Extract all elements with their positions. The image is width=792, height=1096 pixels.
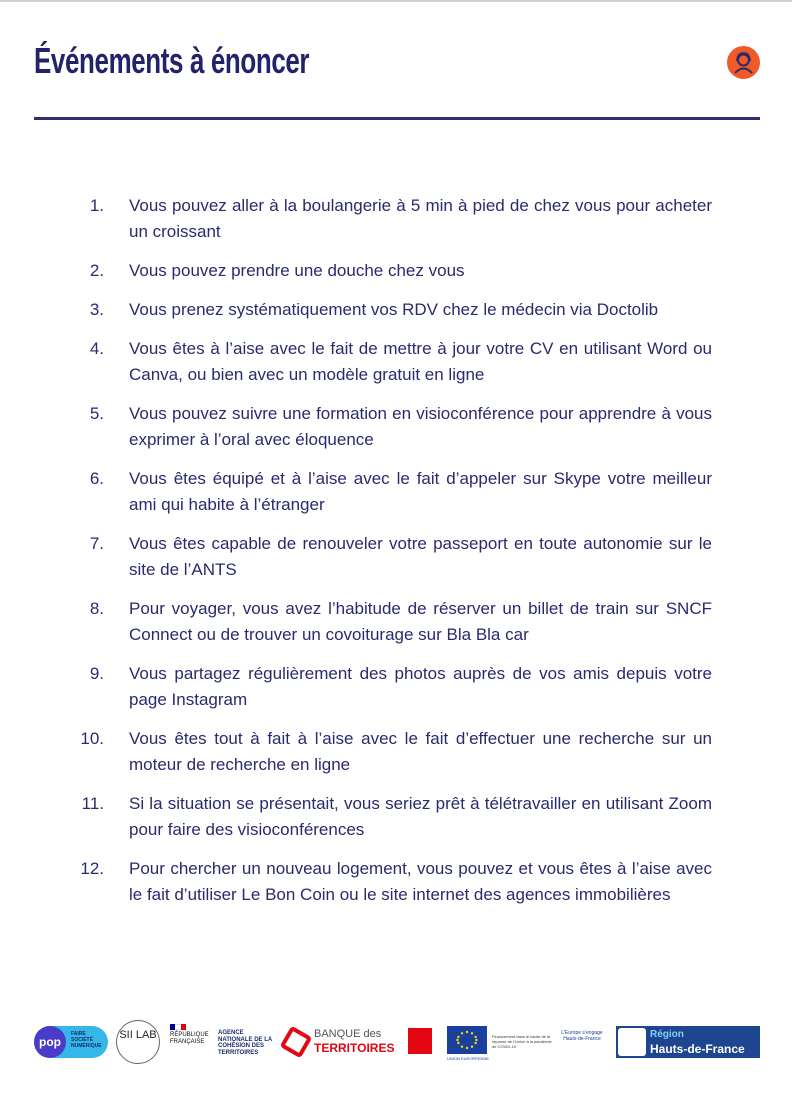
pop-logo bbox=[34, 1026, 108, 1058]
list-item bbox=[70, 596, 712, 648]
hdf-line2: Hauts-de-France bbox=[650, 1042, 745, 1056]
item-number: 5. bbox=[89, 404, 104, 423]
region-map-icon bbox=[618, 1028, 646, 1056]
item-number: 9. bbox=[89, 664, 104, 683]
banque-des-territoires-logo bbox=[284, 1026, 434, 1058]
item-number: 2. bbox=[89, 261, 104, 280]
item-text: Pour chercher un nouveau logement, vous pouvez et vous êtes à l’aise avec le fait d’utiliser Le Bon Coin ou le site internet des agences immobilières bbox=[129, 859, 712, 904]
list-item bbox=[70, 258, 712, 284]
item-text: Si la situation se présentait, vous seriez prêt à télétravailler en utilisant Zoom pour faire des visioconférences bbox=[129, 794, 712, 839]
eu-label: UNION EUROPÉENNE bbox=[447, 1056, 490, 1061]
europe-engage-logo: L’Europe s’engage Hauts-de-France bbox=[561, 1030, 603, 1042]
hdf-line1: Région bbox=[650, 1029, 684, 1040]
item-text: Vous pouvez prendre une douche chez vous bbox=[129, 261, 465, 280]
events-list bbox=[70, 193, 712, 921]
list-item bbox=[70, 466, 712, 518]
hexagon-icon bbox=[280, 1026, 313, 1059]
french-flag-icon bbox=[170, 1024, 186, 1030]
item-text: Vous êtes à l’aise avec le fait de mettre à jour votre CV en utilisant Word ou Canva, ou bien avec un modèle gratuit en ligne bbox=[129, 339, 712, 384]
financement-text: Financement dans le cadre de la réponse de l’Union à la pandémie de COVID-19 bbox=[492, 1034, 552, 1049]
item-text: Vous êtes capable de renouveler votre passeport en toute autonomie sur le site de l’ANTS bbox=[129, 534, 712, 579]
item-text: Vous prenez systématiquement vos RDV chez le médecin via Doctolib bbox=[129, 300, 659, 319]
list-item bbox=[70, 193, 712, 245]
pop-text: FAIRE SOCIÉTÉ NUMÉRIQUE bbox=[71, 1031, 102, 1049]
user-headset-icon bbox=[727, 46, 760, 79]
list-item bbox=[70, 297, 712, 323]
item-number: 1. bbox=[89, 196, 104, 215]
item-number: 10. bbox=[80, 729, 104, 748]
rf-text: RÉPUBLIQUE FRANÇAISE bbox=[170, 1032, 209, 1045]
anct-logo: AGENCE NATIONALE DE LA COHÉSION DES TERRITOIRES bbox=[218, 1030, 272, 1056]
list-item bbox=[70, 856, 712, 908]
pop-mark: pop bbox=[34, 1026, 66, 1058]
item-number: 7. bbox=[89, 534, 104, 553]
eu-flag-icon bbox=[447, 1026, 487, 1054]
item-number: 4. bbox=[89, 339, 104, 358]
hauts-de-france-logo bbox=[616, 1026, 760, 1058]
item-number: 12. bbox=[80, 859, 104, 878]
item-text: Vous êtes tout à fait à l’aise avec le fait d’effectuer une recherche sur un moteur de recherche en ligne bbox=[129, 729, 712, 774]
page-title: Événements à énoncer bbox=[34, 40, 310, 81]
partner-logos bbox=[34, 1020, 760, 1065]
item-number: 8. bbox=[89, 599, 104, 618]
caisse-des-depots-icon bbox=[408, 1028, 432, 1054]
bdt-line1: BANQUE des bbox=[314, 1028, 382, 1040]
top-rule bbox=[0, 0, 792, 2]
item-number: 3. bbox=[89, 300, 104, 319]
item-number: 6. bbox=[89, 469, 104, 488]
list-item bbox=[70, 661, 712, 713]
title-underline bbox=[34, 117, 760, 120]
item-text: Vous partagez régulièrement des photos auprès de vos amis depuis votre page Instagram bbox=[129, 664, 712, 709]
bdt-line2: TERRITOIRES bbox=[314, 1041, 395, 1055]
list-item bbox=[70, 401, 712, 453]
item-text: Pour voyager, vous avez l’habitude de réserver un billet de train sur SNCF Connect ou de trouver un covoiturage sur Bla Bla car bbox=[129, 599, 712, 644]
silab-logo: SII LAB bbox=[116, 1020, 160, 1064]
item-text: Vous pouvez aller à la boulangerie à 5 min à pied de chez vous pour acheter un croissant bbox=[129, 196, 712, 241]
republique-francaise-logo bbox=[170, 1024, 210, 1060]
list-item bbox=[70, 336, 712, 388]
list-item bbox=[70, 791, 712, 843]
list-item bbox=[70, 726, 712, 778]
item-text: Vous pouvez suivre une formation en visioconférence pour apprendre à vous exprimer à l’oral avec éloquence bbox=[129, 404, 712, 449]
list-item bbox=[70, 531, 712, 583]
item-text: Vous êtes équipé et à l’aise avec le fait d’appeler sur Skype votre meilleur ami qui habite à l’étranger bbox=[129, 469, 712, 514]
item-number: 11. bbox=[81, 794, 104, 813]
